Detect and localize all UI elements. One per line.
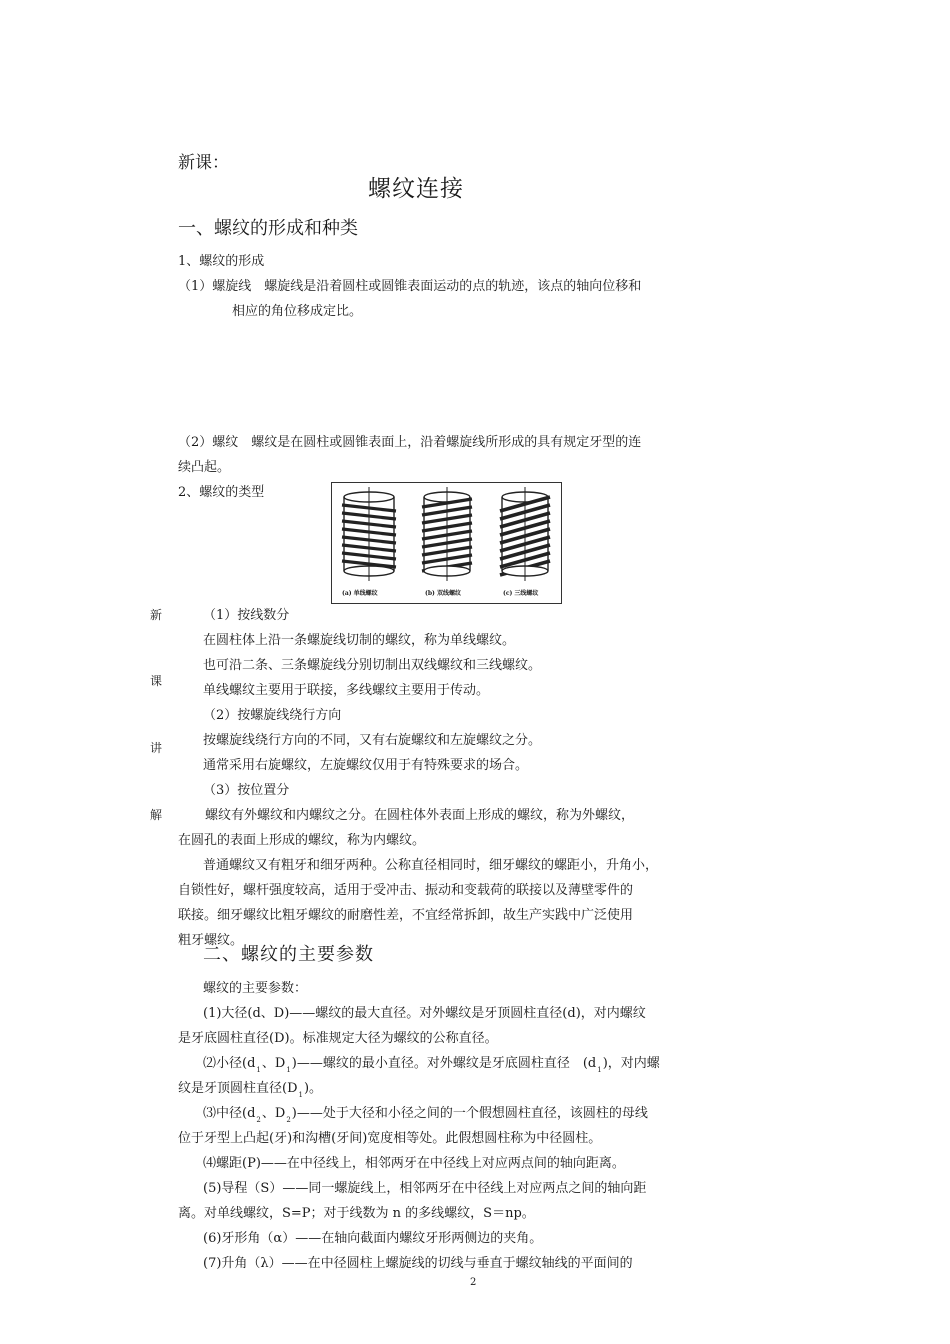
subheading-types: 2、螺纹的类型 — [178, 485, 265, 500]
single-thread-drawing — [342, 487, 396, 581]
by-direction-heading: （2）按螺旋线绕行方向 — [203, 708, 342, 723]
fine-coarse-line3: 联接。细牙螺纹比粗牙螺纹的耐磨性差，不宜经常拆卸，故生产实践中广泛使用 — [178, 908, 634, 923]
param-lead-line1: (5)导程（S）——同一螺旋线上，相邻两牙在中径线上对应两点之间的轴向距 — [203, 1181, 647, 1196]
side-label-2: 课 — [150, 674, 163, 688]
thread-types-figure — [331, 482, 562, 604]
fine-coarse-line4: 粗牙螺纹。 — [178, 933, 244, 948]
by-count-heading: （1）按线数分 — [203, 608, 290, 623]
param-pitch: ⑷螺距(P)——在中径线上，相邻两牙在中径线上对应两点间的轴向距离。 — [203, 1156, 625, 1171]
param-pitch-dia-line1: ⑶中径($d_2$、$D_2)——$处于大径和小径之间的一个假想圆柱直径，该圆柱的母线 — [203, 1106, 648, 1124]
by-count-line1: 在圆柱体上沿一条螺旋线切制的螺纹，称为单线螺纹。 — [203, 633, 516, 648]
side-label-3: 讲 — [150, 741, 163, 755]
params-intro: 螺纹的主要参数： — [203, 981, 308, 996]
by-position-line2: 在圆孔的表面上形成的螺纹，称为内螺纹。 — [178, 833, 426, 848]
param-pitch-dia-line2: 位于牙型上凸起(牙)和沟槽(牙间)宽度相等处。此假想圆柱称为中径圆柱。 — [178, 1131, 602, 1146]
subheading-formation: 1、螺纹的形成 — [178, 254, 265, 269]
section-heading-1: 一、螺纹的形成和种类 — [178, 218, 358, 239]
page-number: 2 — [470, 1277, 477, 1288]
para-thread-line1: （2）螺纹 螺纹是在圆柱或圆锥表面上，沿着螺旋线所形成的具有规定牙型的连 — [178, 435, 642, 450]
page-title: 螺纹连接 — [368, 176, 464, 202]
fine-coarse-line2: 自锁性好，螺杆强度较高，适用于受冲击、振动和变载荷的联接以及薄壁零件的 — [178, 883, 634, 898]
by-count-line3: 单线螺纹主要用于联接，多线螺纹主要用于传动。 — [203, 683, 490, 698]
caption-double-thread: (b) 双线螺纹 — [425, 590, 461, 597]
triple-thread-drawing — [500, 487, 550, 581]
new-lesson-label: 新课： — [178, 153, 229, 173]
param-major-line2: 是牙底圆柱直径(D)。标准规定大径为螺纹的公称直径。 — [178, 1031, 498, 1046]
param-lead-line2: 离。对单线螺纹，S=P；对于线数为 n 的多线螺纹，S＝np。 — [178, 1206, 535, 1221]
by-position-line1: 螺纹有外螺纹和内螺纹之分。在圆柱体外表面上形成的螺纹，称为外螺纹， — [205, 808, 635, 823]
section-heading-2: 二、螺纹的主要参数 — [203, 944, 374, 965]
by-count-line2: 也可沿二条、三条螺旋线分别切制出双线螺纹和三线螺纹。 — [203, 658, 542, 673]
thread-types-illustration — [332, 483, 561, 585]
fine-coarse-line1: 普通螺纹又有粗牙和细牙两种。公称直径相同时，细牙螺纹的螺距小，升角小， — [203, 858, 659, 873]
double-thread-drawing — [422, 487, 472, 581]
by-direction-line2: 通常采用右旋螺纹，左旋螺纹仅用于有特殊要求的场合。 — [203, 758, 529, 773]
caption-triple-thread: (c) 三线螺纹 — [503, 590, 539, 597]
param-lead-angle: (7)升角（λ）——在中径圆柱上螺旋线的切线与垂直于螺纹轴线的平面间的 — [203, 1256, 633, 1271]
param-major-line1: (1)大径(d、D)——螺纹的最大直径。对外螺纹是牙顶圆柱直径(d)，对内螺纹 — [203, 1006, 646, 1021]
caption-single-thread: (a) 单线螺纹 — [342, 590, 378, 597]
para-helix-line1: （1）螺旋线 螺旋线是沿着圆柱或圆锥表面运动的点的轨迹，该点的轴向位移和 — [178, 279, 642, 294]
param-minor-line2: 纹是牙顶圆柱直径$(D_1)$。 — [178, 1081, 323, 1099]
side-label-4: 解 — [150, 808, 163, 822]
by-position-heading: （3）按位置分 — [203, 783, 290, 798]
by-direction-line1: 按螺旋线绕行方向的不同，又有右旋螺纹和左旋螺纹之分。 — [203, 733, 542, 748]
param-minor-line1: ⑵小径($d_1$、$D_1)——$螺纹的最小直径。对外螺纹是牙底圆柱直径 $(d_1)$，对内螺 — [203, 1056, 660, 1074]
para-helix-line2: 相应的角位移成定比。 — [232, 304, 363, 319]
param-thread-angle: (6)牙形角（α）——在轴向截面内螺纹牙形两侧边的夹角。 — [203, 1231, 543, 1246]
para-thread-line2: 续凸起。 — [178, 460, 231, 475]
side-label-1: 新 — [150, 608, 163, 622]
